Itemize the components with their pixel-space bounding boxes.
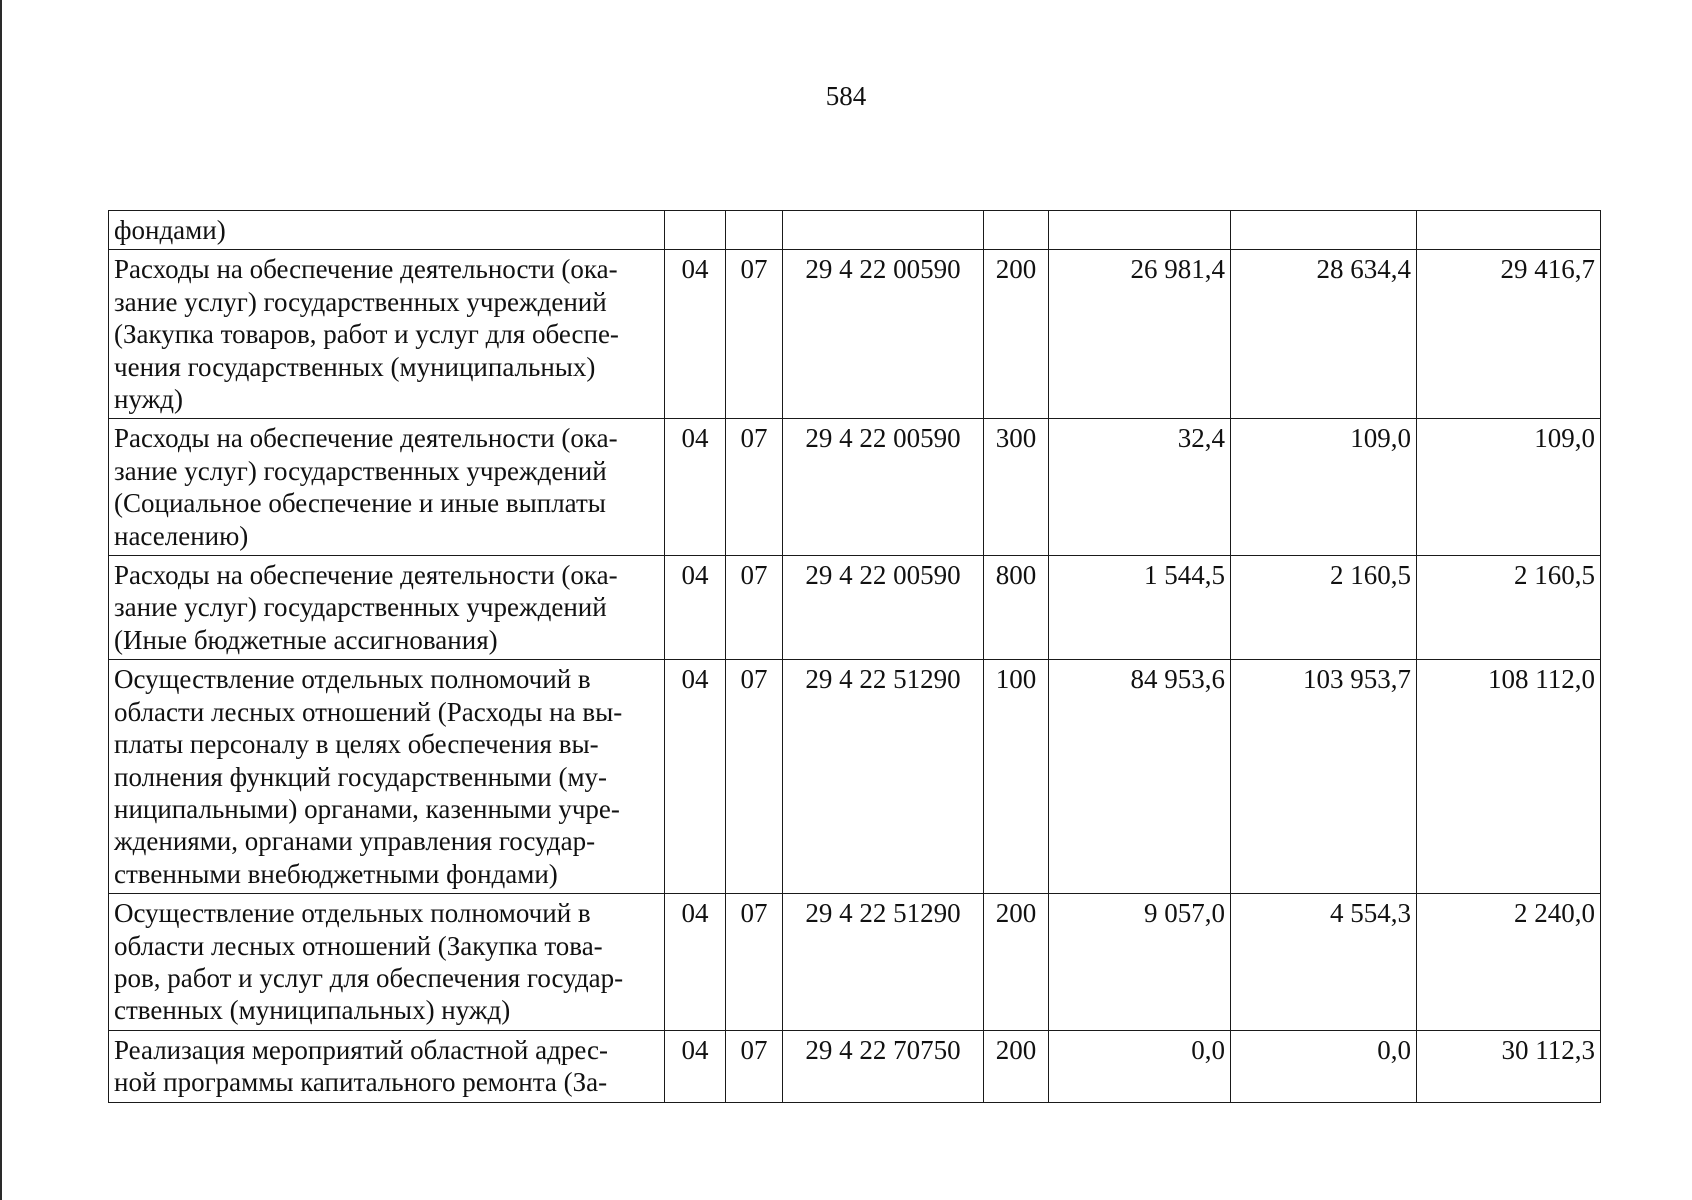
table-row <box>109 211 1601 250</box>
section-code-cell <box>665 211 726 250</box>
description-line: (Иные бюджетные ассигнования) <box>114 624 498 655</box>
description-line: ров, работ и услуг для обеспечения государ- <box>114 962 624 993</box>
amount-year-1-cell: 9 057,0 <box>1049 894 1231 1031</box>
amount-year-2-cell: 2 160,5 <box>1231 556 1417 660</box>
subsection-code-cell: 07 <box>726 419 783 556</box>
amount-year-3-cell: 109,0 <box>1417 419 1601 556</box>
description-line: Осуществление отдельных полномочий в <box>114 898 591 929</box>
description-line: населению) <box>114 520 249 551</box>
description-line: зание услуг) государственных учреждений <box>114 592 607 623</box>
description-line: Расходы на обеспечение деятельности (ока- <box>114 560 618 591</box>
description-line: области лесных отношений (Расходы на вы- <box>114 696 623 727</box>
description-line: (Социальное обеспечение и иные выплаты <box>114 488 606 519</box>
description-line: Расходы на обеспечение деятельности (ока- <box>114 254 618 285</box>
description-line: зание услуг) государственных учреждений <box>114 455 607 486</box>
description-cell <box>109 419 665 556</box>
description-line: платы персоналу в целях обеспечения вы- <box>114 729 599 760</box>
target-article-cell: 29 4 22 51290 <box>783 660 984 894</box>
target-article-cell <box>783 211 984 250</box>
description-cell <box>109 211 665 250</box>
expense-type-cell: 200 <box>984 894 1049 1031</box>
description-line: Расходы на обеспечение деятельности (ока- <box>114 423 618 454</box>
amount-year-2-cell: 109,0 <box>1231 419 1417 556</box>
description-cell <box>109 250 665 419</box>
amount-year-2-cell <box>1231 211 1417 250</box>
description-cell <box>109 556 665 660</box>
description-line: (Закупка товаров, работ и услуг для обеспе- <box>114 319 619 350</box>
scan-edge-line <box>0 0 2 1200</box>
table-row <box>109 894 1601 1031</box>
table-row <box>109 419 1601 556</box>
amount-year-2-cell: 28 634,4 <box>1231 250 1417 419</box>
amount-year-2-cell: 4 554,3 <box>1231 894 1417 1031</box>
table-row <box>109 1030 1601 1102</box>
subsection-code-cell: 07 <box>726 556 783 660</box>
expense-type-cell: 300 <box>984 419 1049 556</box>
expense-type-cell: 200 <box>984 1030 1049 1102</box>
amount-year-1-cell: 26 981,4 <box>1049 250 1231 419</box>
subsection-code-cell: 07 <box>726 250 783 419</box>
description-line: Реализация мероприятий областной адрес- <box>114 1034 608 1065</box>
amount-year-1-cell: 84 953,6 <box>1049 660 1231 894</box>
expense-type-cell <box>984 211 1049 250</box>
section-code-cell: 04 <box>665 419 726 556</box>
budget-table <box>108 210 1601 1103</box>
amount-year-3-cell: 2 160,5 <box>1417 556 1601 660</box>
expense-type-cell: 100 <box>984 660 1049 894</box>
description-line: чения государственных (муниципальных) <box>114 351 596 382</box>
amount-year-1-cell: 1 544,5 <box>1049 556 1231 660</box>
budget-table-body <box>109 211 1601 1103</box>
description-cell <box>109 660 665 894</box>
table-row <box>109 556 1601 660</box>
amount-year-1-cell: 32,4 <box>1049 419 1231 556</box>
subsection-code-cell <box>726 211 783 250</box>
amount-year-3-cell: 30 112,3 <box>1417 1030 1601 1102</box>
expense-type-cell: 200 <box>984 250 1049 419</box>
description-line: ственных (муниципальных) нужд) <box>114 995 511 1026</box>
table-row <box>109 250 1601 419</box>
description-line: ждениями, органами управления государ- <box>114 826 596 857</box>
target-article-cell: 29 4 22 51290 <box>783 894 984 1031</box>
target-article-cell: 29 4 22 70750 <box>783 1030 984 1102</box>
target-article-cell: 29 4 22 00590 <box>783 556 984 660</box>
target-article-cell: 29 4 22 00590 <box>783 250 984 419</box>
table-row <box>109 660 1601 894</box>
amount-year-2-cell: 103 953,7 <box>1231 660 1417 894</box>
target-article-cell: 29 4 22 00590 <box>783 419 984 556</box>
description-line: ниципальными) органами, казенными учре- <box>114 793 620 824</box>
amount-year-3-cell: 2 240,0 <box>1417 894 1601 1031</box>
description-line: ственными внебюджетными фондами) <box>114 858 558 889</box>
amount-year-3-cell: 29 416,7 <box>1417 250 1601 419</box>
subsection-code-cell: 07 <box>726 1030 783 1102</box>
description-cell <box>109 1030 665 1102</box>
page-number: 584 <box>825 81 867 111</box>
section-code-cell: 04 <box>665 660 726 894</box>
description-line: нужд) <box>114 384 183 415</box>
description-line: зание услуг) государственных учреждений <box>114 286 607 317</box>
description-line: области лесных отношений (Закупка това- <box>114 930 603 961</box>
amount-year-2-cell: 0,0 <box>1231 1030 1417 1102</box>
subsection-code-cell: 07 <box>726 660 783 894</box>
expense-type-cell: 800 <box>984 556 1049 660</box>
amount-year-3-cell <box>1417 211 1601 250</box>
amount-year-3-cell: 108 112,0 <box>1417 660 1601 894</box>
section-code-cell: 04 <box>665 250 726 419</box>
section-code-cell: 04 <box>665 894 726 1031</box>
description-line: ной программы капитального ремонта (За- <box>114 1067 608 1098</box>
amount-year-1-cell <box>1049 211 1231 250</box>
description-cell <box>109 894 665 1031</box>
section-code-cell: 04 <box>665 556 726 660</box>
amount-year-1-cell: 0,0 <box>1049 1030 1231 1102</box>
section-code-cell: 04 <box>665 1030 726 1102</box>
description-line: Осуществление отдельных полномочий в <box>114 664 591 695</box>
description-line: фондами) <box>114 215 226 245</box>
subsection-code-cell: 07 <box>726 894 783 1031</box>
description-line: полнения функций государственными (му- <box>114 761 608 792</box>
